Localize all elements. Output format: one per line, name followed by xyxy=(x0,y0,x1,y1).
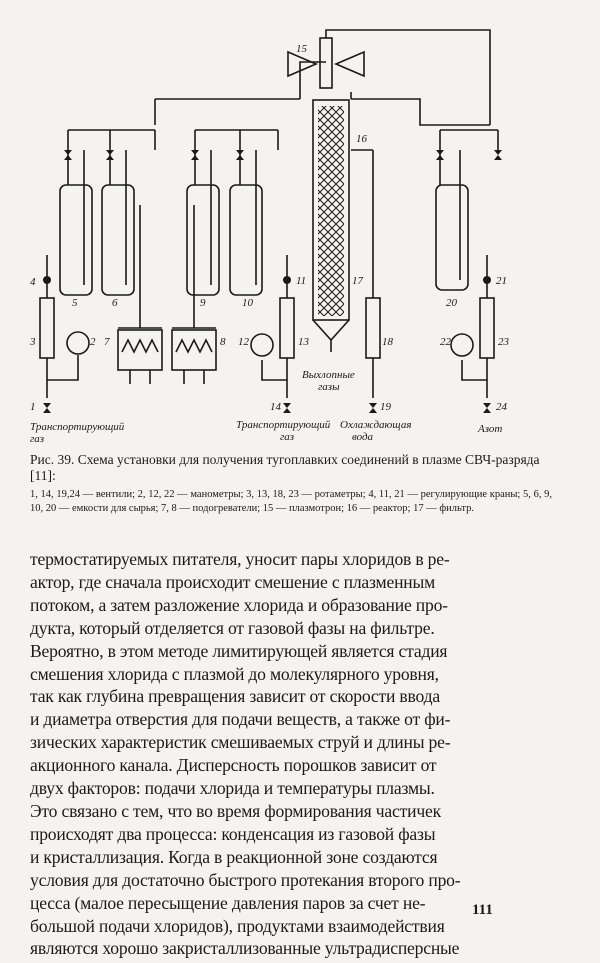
label-4: 4 xyxy=(30,276,36,288)
label-6: 6 xyxy=(112,297,118,309)
label-16: 16 xyxy=(356,133,367,145)
label-3: 3 xyxy=(30,336,36,348)
label-19: 19 xyxy=(380,401,391,413)
body-line: смешения хлорида с плазмой до молекулярного уровня, xyxy=(30,663,439,684)
figure-legend: 1, 14, 19,24 — вентили; 2, 12, 22 — манометры; 3, 13, 18, 23 — ротаметры; 4, 11, 21 — регулирующие краны; 5, 6, 9, 10, 20 — емкости для сырья; 7, 8 — подогреватели; 15 — плазмотрон; 16 — реактор; 17 — фильтр. xyxy=(30,489,552,514)
label-7: 7 xyxy=(104,336,110,348)
label-1: 1 xyxy=(30,401,36,413)
body-line: так как глубина превращения зависит от скорости ввода xyxy=(30,686,440,707)
label-13: 13 xyxy=(298,336,309,348)
transport-gas-left-line2: газ xyxy=(30,433,45,445)
body-line: Это связано с тем, что во время формирования частичек xyxy=(30,800,441,821)
body-text xyxy=(30,548,552,960)
body-line: и диаметра отверстия для подачи веществ, а также от фи- xyxy=(30,709,451,730)
label-15: 15 xyxy=(296,43,307,55)
label-23: 23 xyxy=(498,336,509,348)
transport-gas-mid-line1: Транспортирующий xyxy=(236,419,331,431)
transport-gas-mid-line2: газ xyxy=(280,431,295,443)
label-14: 14 xyxy=(270,401,281,413)
figure-caption: Рис. 39. Схема установки для получения тугоплавких соединений в плазме СВЧ-разряда [11]: xyxy=(30,452,540,483)
figure-schematic xyxy=(0,0,600,450)
label-18: 18 xyxy=(382,336,393,348)
transport-gas-left-line1: Транспортирующий xyxy=(30,421,125,433)
label-17: 17 xyxy=(352,275,363,287)
label-24: 24 xyxy=(496,401,507,413)
body-line: Вероятно, в этом методе лимитирующей является стадия xyxy=(30,640,448,661)
body-line: и кристаллизация. Когда в реакционной зоне создаются xyxy=(30,846,438,867)
label-10: 10 xyxy=(242,297,253,309)
body-line: акционного канала. Дисперсность порошков зависит от xyxy=(30,755,437,776)
schematic-diagram xyxy=(0,0,600,450)
label-21: 21 xyxy=(496,275,507,287)
cooling-water-line1: Охлаждающая xyxy=(340,419,412,431)
label-2: 2 xyxy=(90,336,96,348)
label-22: 22 xyxy=(440,336,451,348)
body-line: цесса (малое пересыщение давления паров за счет не- xyxy=(30,892,426,913)
label-20: 20 xyxy=(446,297,457,309)
page-number: 111 xyxy=(472,902,493,918)
exhaust-gases-line1: Выхлопные xyxy=(302,369,355,381)
body-line: актор, где сначала происходит смешение с плазменным xyxy=(30,571,436,592)
label-12: 12 xyxy=(238,336,249,348)
label-9: 9 xyxy=(200,297,206,309)
body-line: происходят два процесса: конденсация из газовой фазы xyxy=(30,823,436,844)
nitrogen-label: Азот xyxy=(478,423,503,435)
body-line: условия для достаточно быстрого протекания второго про- xyxy=(30,869,461,890)
body-line: большой подачи хлоридов), продуктами взаимодействия xyxy=(30,915,445,936)
body-line: дукта, который отделяется от газовой фазы на фильтре. xyxy=(30,617,435,638)
body-line: термостатируемых питателя, уносит пары хлоридов в ре- xyxy=(30,549,450,569)
label-8: 8 xyxy=(220,336,226,348)
label-11: 11 xyxy=(296,275,307,287)
exhaust-gases-line2: газы xyxy=(318,381,340,393)
body-line: потоком, а затем разложение хлорида и образование про- xyxy=(30,594,448,615)
cooling-water-line2: вода xyxy=(352,431,374,443)
body-line: являются хорошо закристаллизованные ультрадисперсные xyxy=(30,938,460,959)
body-line: зических характеристик смешиваемых струй и длины ре- xyxy=(30,732,451,753)
body-line: двух факторов: подачи хлорида и температуры плазмы. xyxy=(30,778,435,799)
label-5: 5 xyxy=(72,297,78,309)
